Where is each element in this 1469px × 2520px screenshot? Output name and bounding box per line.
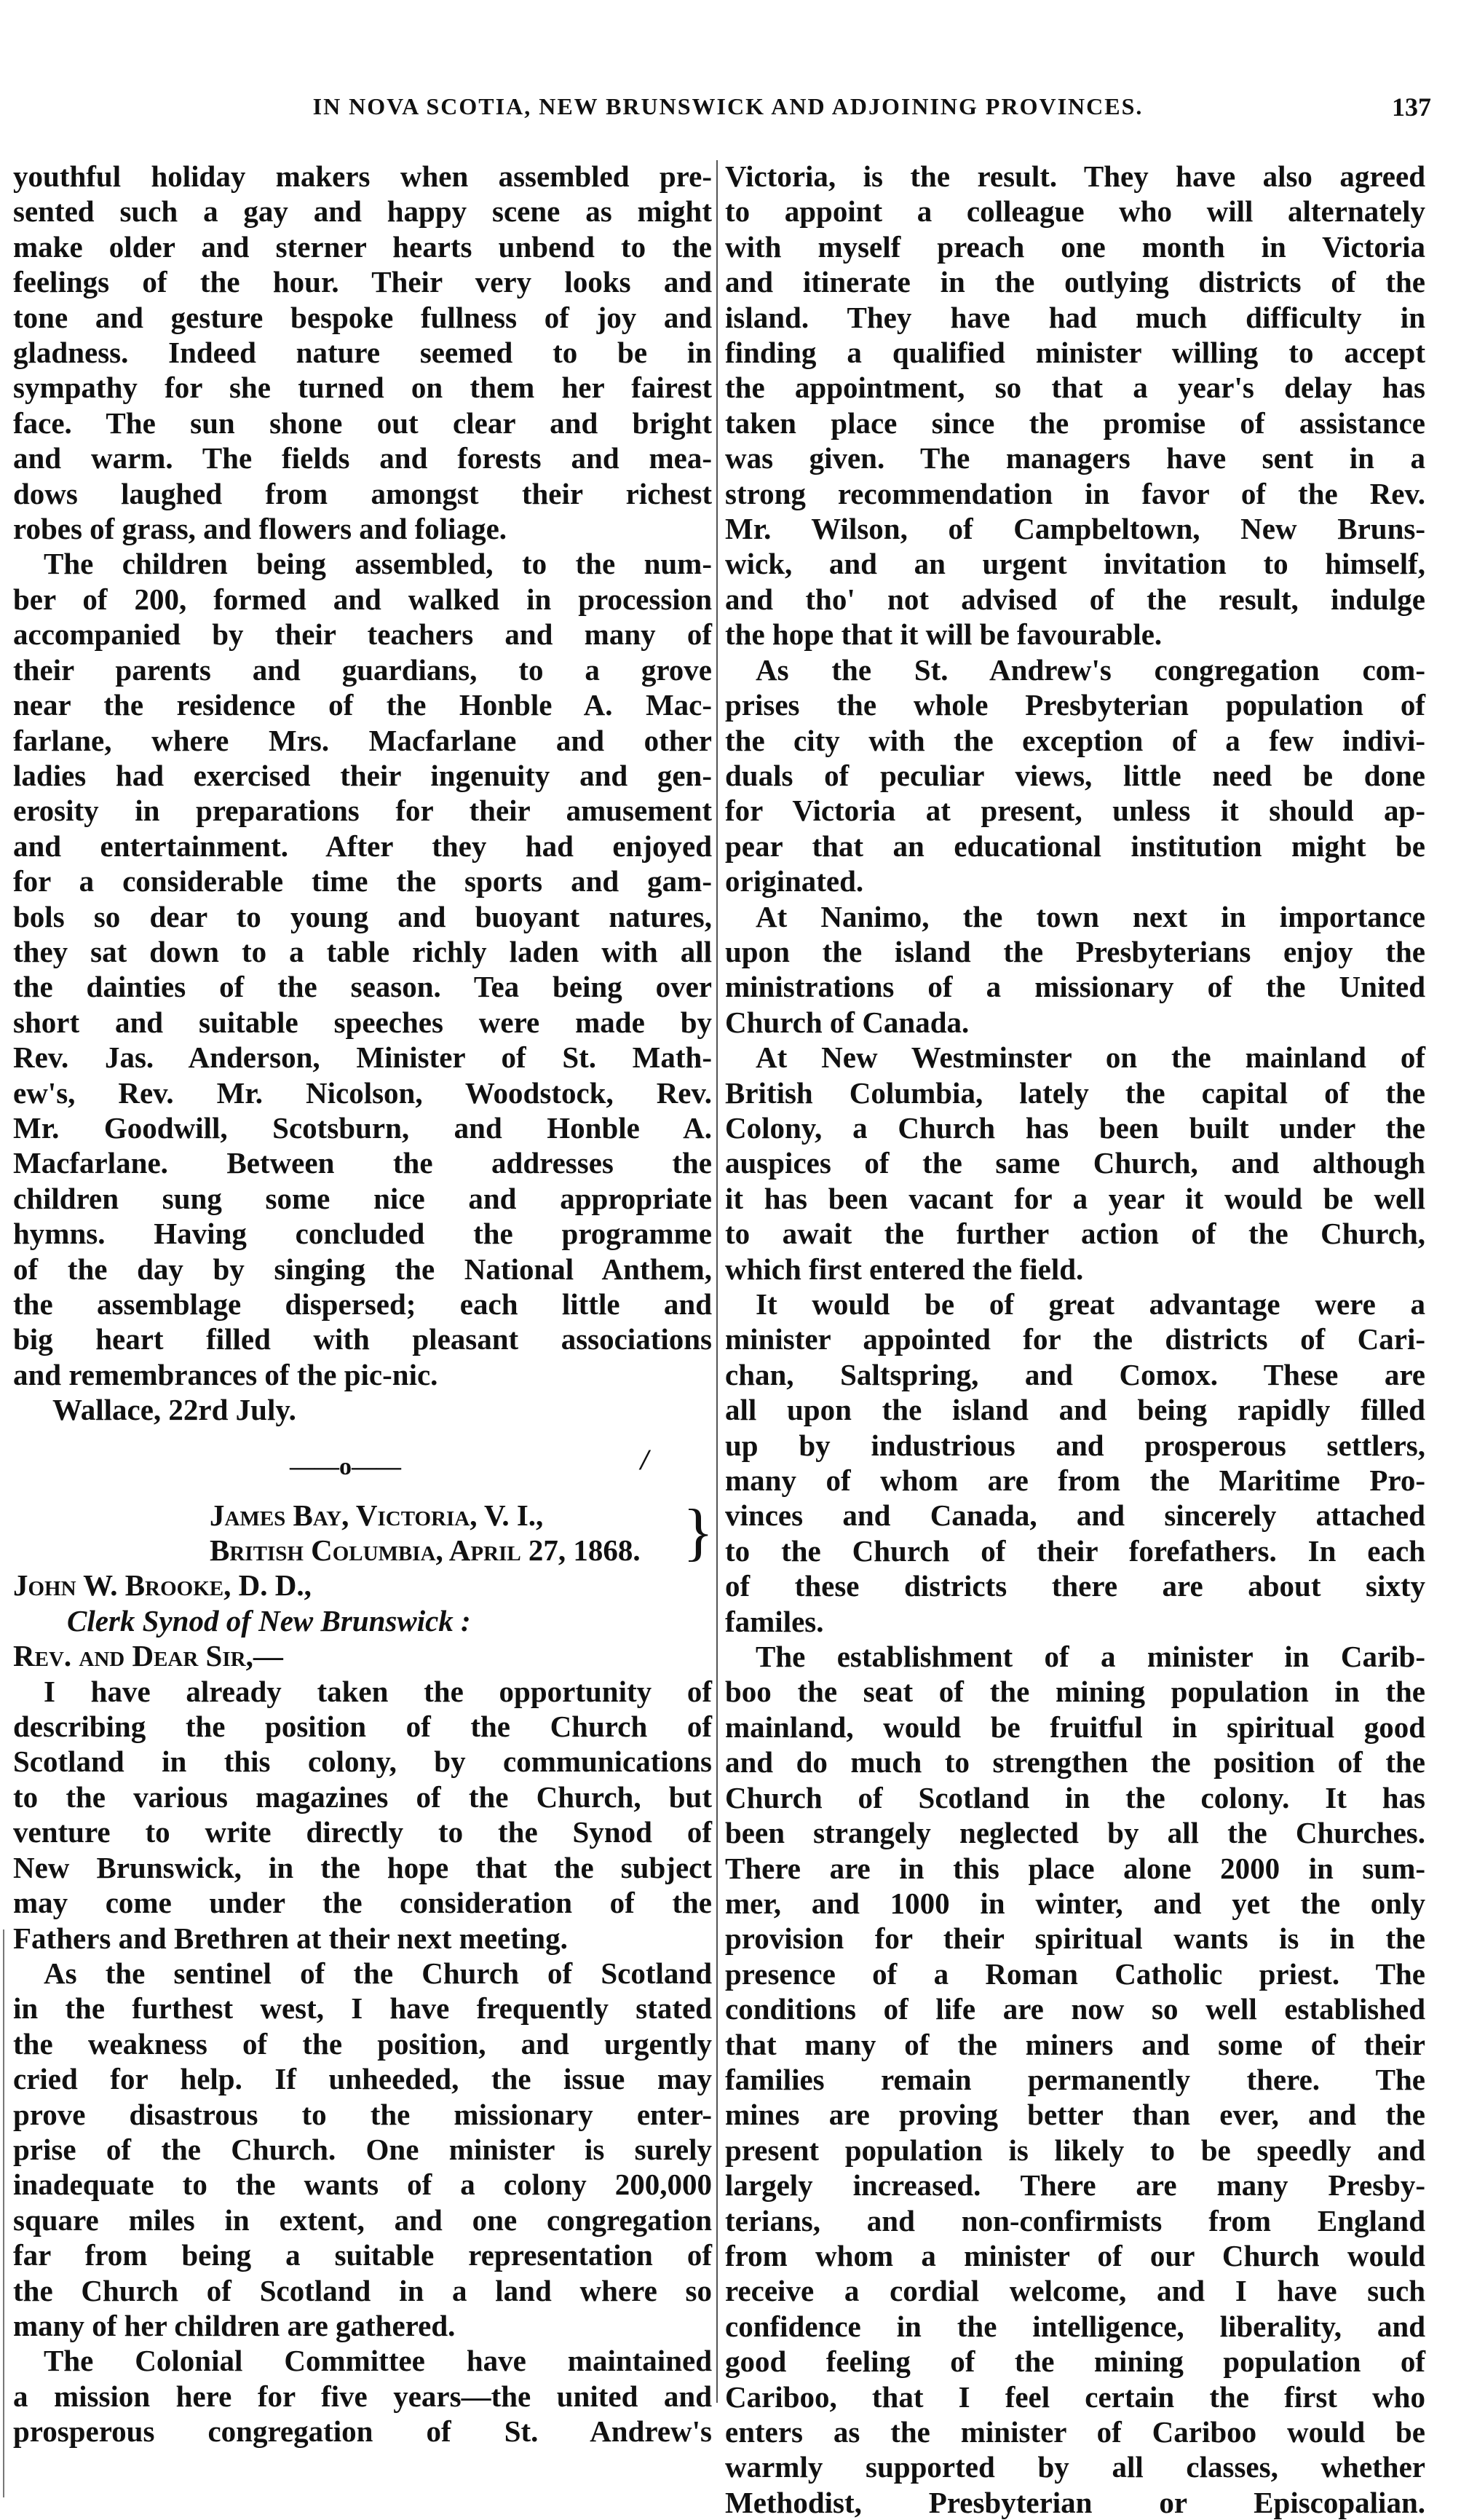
text-line: the Church of Scotland in a land where so <box>13 2273 712 2307</box>
text-line: for a considerable time the sports and gam- <box>13 864 712 898</box>
text-line: many of whom are from the Maritime Pro- <box>725 1464 1425 1498</box>
text-line: Colony, a Church has been built under the <box>725 1110 1425 1145</box>
text-line: inadequate to the wants of a colony 200,000 <box>13 2168 712 2202</box>
text-line: Cariboo, that I feel certain the first who <box>725 2379 1425 2414</box>
text-line: farlane, where Mrs. Macfarlane and other <box>13 723 712 757</box>
text-line: and do much to strengthen the position of the <box>725 1745 1425 1780</box>
text-line: minister appointed for the districts of Cari- <box>725 1322 1425 1356</box>
text-line: the assemblage dispersed; each little and <box>13 1287 712 1321</box>
text-line: pear that an educational institution might be <box>725 829 1425 863</box>
text-line: finding a qualified minister willing to accept <box>725 336 1425 370</box>
text-line: and warm. The fields and forests and mea- <box>13 441 712 475</box>
text-line: near the residence of the Honble A. Mac- <box>13 688 712 722</box>
text-line: The Colonial Committee have maintained <box>44 2344 712 2378</box>
text-line: and tho' not advised of the result, indulge <box>725 582 1425 616</box>
text-line: ber of 200, formed and walked in procession <box>13 582 712 616</box>
letter-addressee: John W. Brooke, D. D., <box>13 1568 312 1603</box>
text-line: far from being a suitable representation of <box>13 2238 712 2272</box>
dateline-place: James Bay, Victoria, V. I., <box>210 1498 544 1532</box>
text-line: duals of peculiar views, little need be done <box>725 758 1425 792</box>
text-line: and remembrances of the pic-nic. <box>13 1357 438 1391</box>
text-line: British Columbia, lately the capital of the <box>725 1075 1425 1110</box>
letter-salutation: Rev. and Dear Sir,— <box>13 1639 283 1673</box>
text-line: mer, and 1000 in winter, and yet the only <box>725 1886 1425 1920</box>
text-line: the weakness of the position, and urgently <box>13 2026 712 2061</box>
text-line: a mission here for five years—the united and <box>13 2379 712 2413</box>
text-line: chan, Saltspring, and Comox. These are <box>725 1357 1425 1391</box>
text-line: Mr. Goodwill, Scotsburn, and Honble A. <box>13 1110 712 1145</box>
text-line: At New Westminster on the mainland of <box>756 1040 1425 1075</box>
text-line: it has been vacant for a year it would be well <box>725 1181 1425 1215</box>
text-line: square miles in extent, and one congregation <box>13 2203 712 2237</box>
letter-dateline <box>13 1498 712 1568</box>
text-line: The children being assembled, to the num- <box>44 547 712 581</box>
paragraph-opening <box>13 1674 712 1956</box>
paragraph-colonial-committee <box>13 2343 712 2449</box>
text-line: boo the seat of the mining population in the <box>725 1675 1425 1709</box>
text-line: describing the position of the Church of <box>13 1710 712 1744</box>
text-line: many of her children are gathered. <box>13 2308 456 2342</box>
text-line: There are in this place alone 2000 in sum- <box>725 1851 1425 1885</box>
text-line: families remain permanently there. The <box>725 2062 1425 2096</box>
text-line: erosity in preparations for their amusement <box>13 794 712 828</box>
text-line: big heart filled with pleasant associations <box>13 1322 712 1356</box>
text-line: the appointment, so that a year's delay has <box>725 371 1425 405</box>
separator-mark: ——o—— <box>290 1453 401 1480</box>
text-line: for Victoria at present, unless it should ap- <box>725 794 1425 828</box>
stray-mark: / <box>641 1442 649 1476</box>
dateline-brace: } <box>683 1496 714 1568</box>
text-line: presence of a Roman Catholic priest. The <box>725 1956 1425 1991</box>
text-line: Macfarlane. Between the addresses the <box>13 1146 712 1180</box>
text-line: receive a cordial welcome, and I have such <box>725 2274 1425 2308</box>
text-line: from whom a minister of our Church would <box>725 2238 1425 2272</box>
text-line: feelings of the hour. Their very looks and <box>13 265 712 299</box>
text-line: originated. <box>725 864 864 898</box>
text-line: Scotland in this colony, by communications <box>13 1745 712 1779</box>
text-line: that many of the miners and some of their <box>725 2027 1425 2061</box>
text-line: cried for help. If unheeded, the issue may <box>13 2062 712 2096</box>
text-line: auspices of the same Church, and although <box>725 1146 1425 1180</box>
text-line: short and suitable speeches were made by <box>13 1005 712 1039</box>
text-line: hymns. Having concluded the programme <box>13 1217 712 1251</box>
text-line: sented such a gay and happy scene as might <box>13 194 712 229</box>
text-line: strong recommendation in favor of the Rev. <box>725 476 1425 510</box>
text-line: New Brunswick, in the hope that the subject <box>13 1850 712 1884</box>
text-line: the dainties of the season. Tea being over <box>13 970 712 1004</box>
paragraph-victoria-colleague <box>725 159 1425 652</box>
text-line: Church of Canada. <box>725 1005 970 1039</box>
text-line: and entertainment. After they had enjoyed <box>13 829 712 863</box>
text-line: the city with the exception of a few indivi- <box>725 723 1425 757</box>
text-line: island. They have had much difficulty in <box>725 300 1425 334</box>
text-line: confidence in the intelligence, liberality, and <box>725 2309 1425 2343</box>
text-line: been strangely neglected by all the Churches. <box>725 1816 1425 1850</box>
text-line: present population is likely to be speedly and <box>725 2133 1425 2167</box>
text-line: face. The sun shone out clear and bright <box>13 406 712 440</box>
text-line: the hope that it will be favourable. <box>725 617 1163 652</box>
column-divider <box>716 160 718 2403</box>
text-line: ladies had exercised their ingenuity and gen- <box>13 758 712 792</box>
text-line: robes of grass, and flowers and foliage. <box>13 512 507 546</box>
text-line: to await the further action of the Church, <box>725 1217 1425 1251</box>
text-line: bols so dear to young and buoyant natures, <box>13 899 712 933</box>
text-line: ministrations of a missionary of the United <box>725 970 1425 1004</box>
text-line: make older and sterner hearts unbend to the <box>13 229 712 264</box>
page-number: 137 <box>1392 92 1431 122</box>
text-line: The establishment of a minister in Carib- <box>756 1640 1425 1674</box>
running-head: IN NOVA SCOTIA, NEW BRUNSWICK AND ADJOINING PROVINCES. <box>312 93 1144 119</box>
right-column <box>725 159 1425 2520</box>
paragraph-sentinel <box>13 1956 712 2343</box>
text-line: and itinerate in the outlying districts of the <box>725 265 1425 299</box>
text-line: enters as the minister of Cariboo would be <box>725 2415 1425 2449</box>
paragraph-st-andrews <box>725 652 1425 899</box>
text-line: Methodist, Presbyterian or Episcopalian. <box>725 2485 1425 2519</box>
text-line: terians, and non-confirmists from England <box>725 2203 1425 2237</box>
text-line: to appoint a colleague who will alternately <box>725 194 1425 229</box>
text-line: tone and gesture bespoke fullness of joy and <box>13 300 712 334</box>
text-line: which first entered the field. <box>725 1252 1084 1286</box>
text-line: As the St. Andrew's congregation com- <box>756 652 1425 687</box>
text-line: mainland, would be fruitful in spiritual good <box>725 1710 1425 1744</box>
text-line: Mr. Wilson, of Campbeltown, New Bruns- <box>725 512 1425 546</box>
text-line: of these districts there are about sixty <box>725 1569 1425 1603</box>
text-line: their parents and guardians, to a grove <box>13 652 712 687</box>
left-column <box>13 159 712 2449</box>
text-line: It would be of great advantage were a <box>756 1287 1425 1321</box>
text-line: Fathers and Brethren at their next meeting. <box>13 1921 568 1955</box>
dateline-date: British Columbia, April 27, 1868. <box>210 1533 641 1568</box>
page-edge-rule <box>3 1930 4 2497</box>
text-line: vinces and Canada, and sincerely attached <box>725 1498 1425 1533</box>
text-line: mines are proving better than ever, and the <box>725 2098 1425 2132</box>
text-line: venture to write directly to the Synod of <box>13 1815 712 1849</box>
text-line: provision for their spiritual wants is in the <box>725 1921 1425 1956</box>
text-line: I have already taken the opportunity of <box>44 1674 712 1708</box>
text-line: may come under the consideration of the <box>13 1886 712 1920</box>
text-line: ew's, Rev. Mr. Nicolson, Woodstock, Rev. <box>13 1075 712 1110</box>
text-line: youthful holiday makers when assembled pre- <box>13 159 712 193</box>
text-line: familes. <box>725 1604 824 1638</box>
letter-signoff: Wallace, 22rd July. <box>52 1393 296 1427</box>
text-line: to the Church of their forefathers. In each <box>725 1533 1425 1568</box>
section-separator <box>13 1428 712 1498</box>
text-line: in the furthest west, I have frequently stated <box>13 1991 712 2026</box>
text-line: sympathy for she turned on them her fairest <box>13 371 712 405</box>
paragraph-island-districts <box>725 1287 1425 1639</box>
text-line: gladness. Indeed nature seemed to be in <box>13 336 712 370</box>
text-line: largely increased. There are many Presby- <box>725 2168 1425 2203</box>
text-line: warmly supported by all classes, whether <box>725 2450 1425 2484</box>
text-line: wick, and an urgent invitation to himself, <box>725 547 1425 581</box>
text-line: to the various magazines of the Church, but <box>13 1780 712 1814</box>
text-line: upon the island the Presbyterians enjoy the <box>725 934 1425 968</box>
text-line: children sung some nice and appropriate <box>13 1181 712 1215</box>
text-line: taken place since the promise of assistance <box>725 406 1425 440</box>
text-line: Victoria, is the result. They have also agreed <box>725 159 1425 193</box>
paragraph-new-westminster <box>725 1040 1425 1287</box>
text-line: accompanied by their teachers and many of <box>13 617 712 652</box>
paragraph-children-picnic-scene <box>13 159 712 546</box>
text-line: Church of Scotland in the colony. It has <box>725 1780 1425 1814</box>
text-line: with myself preach one month in Victoria <box>725 229 1425 264</box>
text-line: good feeling of the mining population of <box>725 2345 1425 2379</box>
text-line: prove disastrous to the missionary enter- <box>13 2097 712 2131</box>
paragraph-cariboo <box>725 1639 1425 2520</box>
text-line: was given. The managers have sent in a <box>725 441 1425 475</box>
paragraph-nanimo <box>725 899 1425 1040</box>
text-line: prise of the Church. One minister is surely <box>13 2132 712 2166</box>
paragraph-procession <box>13 546 712 1392</box>
text-line: all upon the island and being rapidly filled <box>725 1393 1425 1427</box>
text-line: conditions of life are now so well established <box>725 1992 1425 2026</box>
text-line: Rev. Jas. Anderson, Minister of St. Math- <box>13 1040 712 1075</box>
addressee-title: Clerk Synod of New Brunswick : <box>67 1603 471 1638</box>
text-line: up by industrious and prosperous settlers, <box>725 1428 1425 1462</box>
text-line: As the sentinel of the Church of Scotland <box>44 1956 712 1990</box>
text-line: of the day by singing the National Anthem, <box>13 1252 712 1286</box>
text-line: At Nanimo, the town next in importance <box>756 899 1425 933</box>
text-line: dows laughed from amongst their richest <box>13 476 712 510</box>
text-line: prosperous congregation of St. Andrew's <box>13 2414 712 2449</box>
text-line: they sat down to a table richly laden with all <box>13 934 712 968</box>
text-line: prises the whole Presbyterian population of <box>725 688 1425 722</box>
